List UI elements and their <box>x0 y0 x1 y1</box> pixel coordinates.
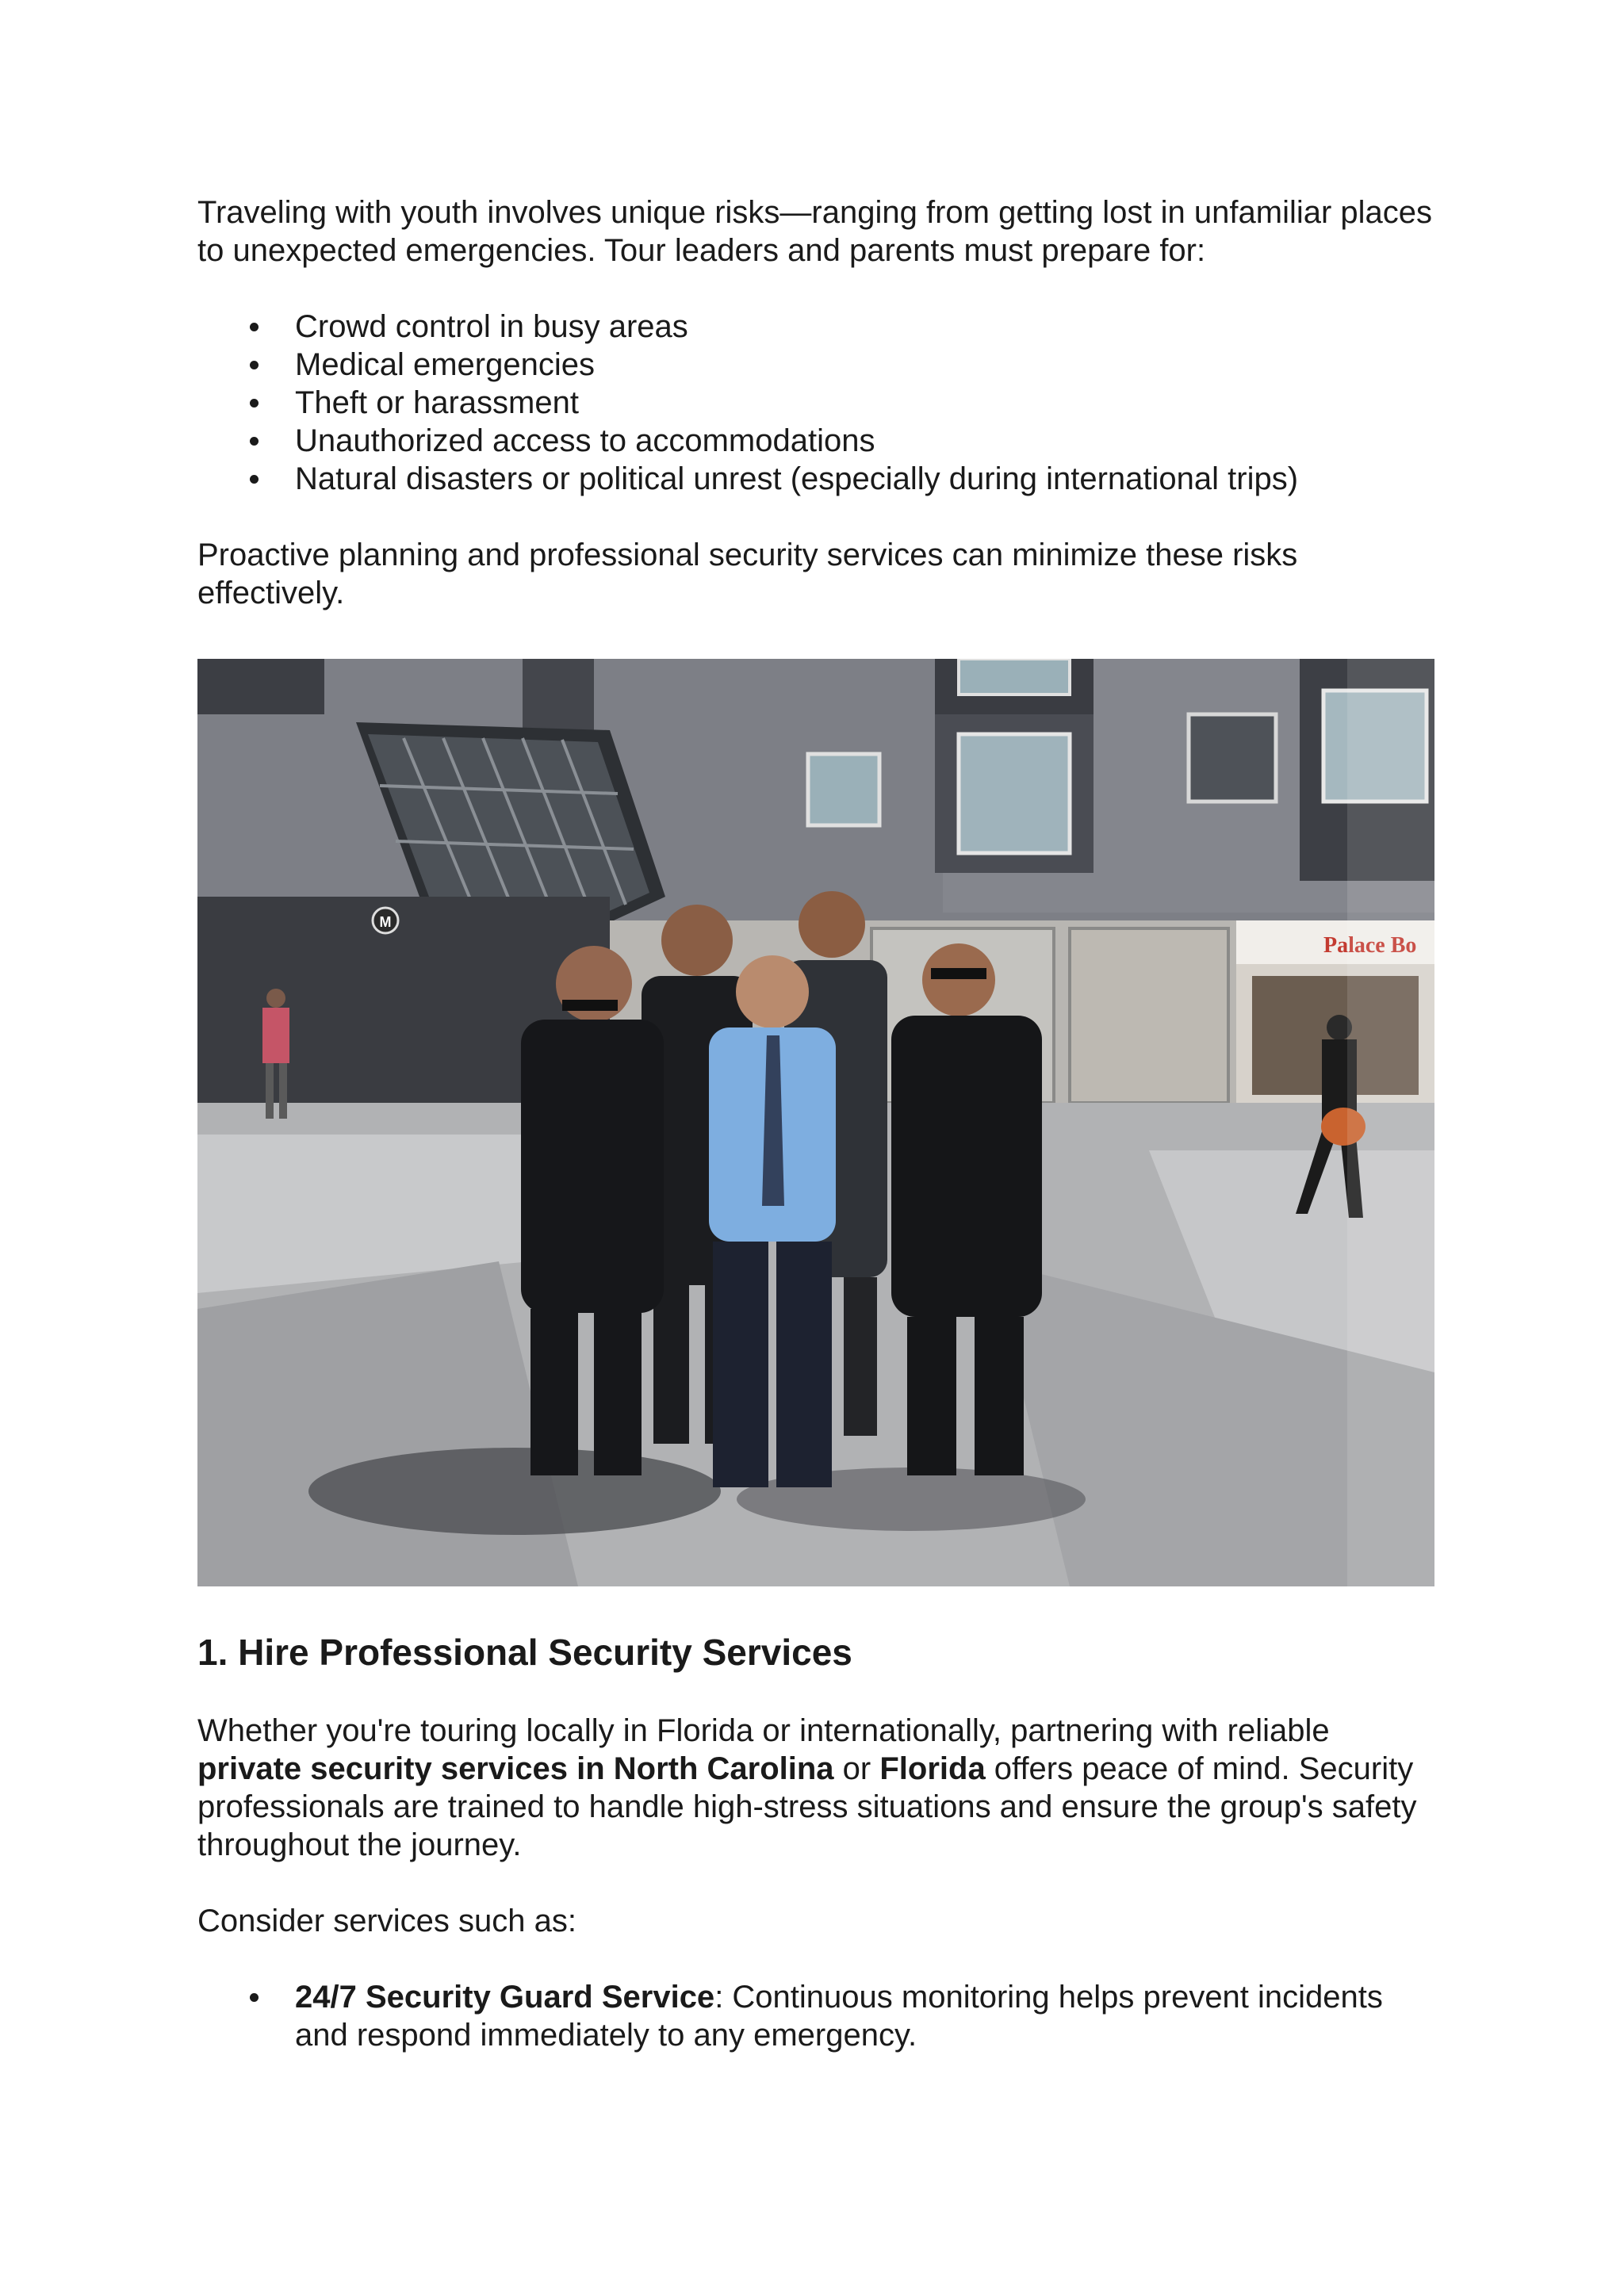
security-team-photo <box>197 659 1434 1586</box>
list-item <box>197 384 1434 422</box>
risk-list <box>197 308 1434 498</box>
hire-text-start: Whether you're touring locally in Florida or internationally, partnering with reliable <box>197 1713 1330 1748</box>
bullet-icon <box>250 361 259 369</box>
section-heading: 1. Hire Professional Security Services <box>197 1632 852 1673</box>
risk-text: Theft or harassment <box>295 385 579 420</box>
service-title: 24/7 Security Guard Service <box>295 1980 715 2015</box>
risk-text: Natural disasters or political unrest (especially during international trips) <box>295 461 1299 496</box>
metro-sign-label: M <box>379 914 392 930</box>
risk-text: Crowd control in busy areas <box>295 309 688 344</box>
hire-text-end: offers peace of mind. Security professionals are trained to handle high-stress situations and ensure the group's safety throughout the journey. <box>197 1751 1417 1862</box>
services-list <box>197 1978 1434 2054</box>
hire-text-bold-nc: private security services in North Carolina <box>197 1751 834 1786</box>
bullet-icon <box>250 475 259 484</box>
hire-text-mid: or <box>833 1751 880 1786</box>
list-item <box>197 346 1434 384</box>
storefront-sign-label: Palace Bo <box>1323 933 1417 958</box>
bullet-icon <box>250 323 259 331</box>
bullet-icon <box>250 399 259 408</box>
hire-paragraph <box>197 1712 1434 1864</box>
risk-text: Unauthorized access to accommodations <box>295 423 875 458</box>
list-item <box>197 308 1434 346</box>
closing-paragraph: Proactive planning and professional security services can minimize these risks effectively. <box>197 538 1298 610</box>
photo-illustration <box>197 659 1434 1586</box>
intro-paragraph: Traveling with youth involves unique risks—ranging from getting lost in unfamiliar places to unexpected emergencies. Tour leaders and parents must prepare for: <box>197 195 1433 268</box>
risk-text: Medical emergencies <box>295 347 595 382</box>
bullet-icon <box>250 1993 259 2002</box>
hire-text-bold-fl: Florida <box>879 1751 986 1786</box>
list-item <box>197 422 1434 460</box>
bullet-icon <box>250 437 259 446</box>
page-content <box>197 193 1434 2054</box>
service-description: : Continuous monitoring helps prevent incidents and respond immediately to any emergency. <box>295 1980 1383 2053</box>
consider-paragraph: Consider services such as: <box>197 1904 576 1938</box>
list-item <box>197 1978 1434 2054</box>
list-item <box>197 460 1434 498</box>
